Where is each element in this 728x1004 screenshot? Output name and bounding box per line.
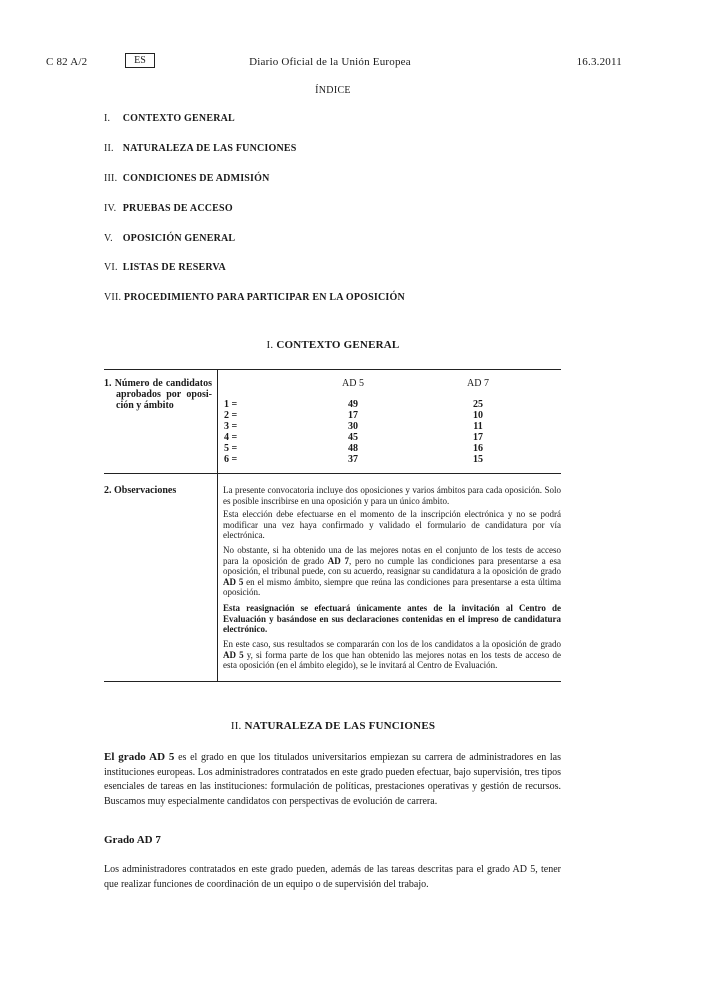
- table-row-rule: [104, 473, 561, 474]
- index-title: ÍNDICE: [315, 85, 351, 96]
- toc-item: VII. PROCEDIMIENTO PARA PARTICIPAR EN LA OPOSICIÓN: [104, 292, 405, 303]
- toc-item: II. NATURALEZA DE LAS FUNCIONES: [104, 143, 297, 154]
- column-header-ad5: AD 5: [342, 378, 364, 389]
- toc-item: V. OPOSICIÓN GENERAL: [104, 233, 236, 244]
- observations-paragraph: Esta elección debe efectuarse en el momento de la inscripción electrónica y no se podrá modificar una vez haya confirmado y validado el formulario de candidatura por vía electrónica.: [223, 509, 561, 541]
- section-title: I. CONTEXTO GENERAL: [266, 339, 400, 351]
- table-bottom-rule: [104, 681, 561, 682]
- observations-paragraph: La presente convocatoria incluye dos oposiciones y varios ámbitos para cada oposición. Solo es posible inscribirse en una oposición y para un único ámbito.: [223, 485, 561, 506]
- toc-item: IV. PRUEBAS DE ACCESO: [104, 203, 233, 214]
- table-column-divider: [217, 369, 218, 681]
- section2-paragraph: El grado AD 5 es el grado en que los titulados universitarios empiezan su carrera de administradores en las instituciones europeas. Los administradores contratados en este grado pueden efectuar, bajo supervisión, tres tipos esenciales de tareas en las instituciones: formulación de políticas, prestaciones operativas y gestión de recursos. Buscamos muy especialmente candidatos con perspectivas de evolución de carrera.: [104, 751, 561, 807]
- publication-date: 16.3.2011: [576, 56, 622, 68]
- observations-paragraph-bold: Esta reasignación se efectuará únicamente antes de la invitación al Centro de Evaluación y basándose en sus declaraciones contenidas en el impreso de candidatura electrónico.: [223, 603, 561, 635]
- language-badge: ES: [125, 53, 155, 68]
- row2-label: 2. Observaciones: [104, 485, 177, 496]
- column-header-ad7: AD 7: [467, 378, 489, 389]
- page-reference: C 82 A/2: [46, 56, 88, 68]
- section-title: II. NATURALEZA DE LAS FUNCIONES: [230, 720, 436, 732]
- row1-label: 1. Número de candidatos aprobados por oposi- ción y ámbito: [104, 378, 212, 411]
- section2-paragraph: Los administradores contratados en este grado pueden, además de las tareas descritas para el grado AD 5, tener que realizar funciones de coordinación de un equipo o de supervisión del trabajo.: [104, 864, 561, 890]
- toc-item: I. CONTEXTO GENERAL: [104, 113, 235, 124]
- toc-item: III. CONDICIONES DE ADMISIÓN: [104, 173, 270, 184]
- table-top-rule: [104, 369, 561, 370]
- toc-item: VI. LISTAS DE RESERVA: [104, 262, 226, 273]
- journal-title: Diario Oficial de la Unión Europea: [249, 56, 411, 68]
- observations-paragraph: No obstante, si ha obtenido una de las mejores notas en el conjunto de los tests de acceso para la oposición de grado AD 7, pero no cumple las condiciones para presentarse a esa oposición, el tribunal puede, con su acuerdo, reasignar su candidatura a la oposición de grado AD 5 en el mismo ámbito, siempre que reúna las condiciones para presentarse a esta última oposición.: [223, 545, 562, 598]
- subheading-grado-ad7: Grado AD 7: [104, 834, 161, 846]
- observations-paragraph: En este caso, sus resultados se compararán con los de los candidatos a la oposición de grado AD 5 y, si forma parte de los que han obtenido las mejores notas en los tests de acceso de esta oposición (en el ámbito elegido), se le invitará al Centro de Evaluación.: [223, 639, 561, 671]
